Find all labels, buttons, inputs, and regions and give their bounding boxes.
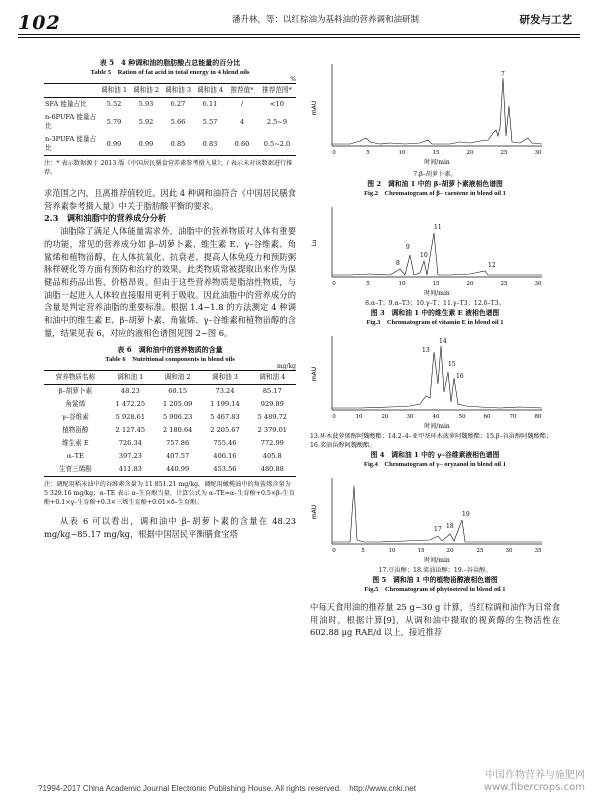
header-rule-thin [18, 37, 580, 38]
table-row [44, 463, 296, 477]
tick-label: 30 [406, 414, 414, 420]
table-cell: β–胡萝卜素 [58, 387, 93, 396]
peak-label: 10 [420, 252, 428, 259]
table-cell: 5.92 [138, 117, 154, 126]
table-cell: 6.27 [170, 100, 186, 108]
table-cell: 生育三烯酚 [44, 463, 107, 477]
table-cell: 2 127.45 [115, 426, 146, 435]
peak-label: 12 [488, 262, 496, 269]
table-header-cell: 调和油 3 [201, 371, 248, 385]
tick-label: 10 [398, 281, 406, 287]
table-cell: 480.88 [249, 463, 296, 477]
table5-title-cn: 表 5 4 种调和油的脂肪酸占总能量的百分比 [99, 58, 241, 67]
table-cell: 2 205.67 [210, 426, 240, 435]
table-cell: 5 906.23 [162, 413, 193, 422]
table5-title-en: Table 5 Ration of fat acid in total energy in 4 blend oils [90, 69, 250, 76]
table-cell: 5.57 [202, 117, 218, 126]
figure-3 [310, 203, 560, 328]
table-cell: 48.23 [120, 387, 140, 396]
table5-unit: % [290, 76, 296, 83]
fig2-xlabel: 时间/min [424, 159, 450, 166]
table6-unit: mg/kg [276, 363, 296, 371]
left-column [44, 58, 296, 541]
table-cell: 1 205.09 [162, 400, 193, 409]
table-row [44, 450, 296, 463]
table-cell: 407.57 [166, 452, 190, 461]
header-rule [18, 34, 580, 35]
table-cell: 5.79 [106, 117, 122, 126]
tick-label: 10 [398, 150, 406, 156]
tick-label: 70 [509, 414, 517, 420]
figure-5 [310, 474, 560, 595]
section-title: 研发与工艺 [519, 14, 572, 26]
tick-label: 25 [500, 150, 508, 156]
fig3-caption-en: Fig.3 Chromatogram of vitamin E in blend oil 1 [366, 319, 504, 326]
fig4-chromatogram [310, 332, 560, 432]
table-row [44, 133, 296, 156]
table-row [44, 385, 296, 399]
table-cell: 85.17 [262, 387, 282, 396]
table-cell: 5.66 [170, 117, 186, 126]
table-cell: 5 467.83 [210, 413, 240, 422]
table-cell: 维生素 E [61, 439, 89, 448]
tick-label: 35 [534, 548, 542, 554]
fig2-chromatogram [310, 58, 560, 170]
tick-label: 40 [432, 414, 440, 420]
copyright-footer: ?1994-2017 China Academic Journal Electronic Publishing House. All rights reserved. http://www.cnki.net [38, 784, 416, 793]
table-cell: 5 928.61 [115, 413, 146, 422]
paragraph: 求范围之内，且离推荐值较近。因此 4 种调和油符合《中国居民膳食营养素参考摄入量》中关于脂肪酸平衡的要求。 [44, 188, 296, 211]
fig5-caption-en: Fig.5 Chromatogram of phytosterol in blend oil 1 [364, 586, 506, 593]
fig3-chromatogram [310, 203, 560, 299]
table-cell: 1 472.25 [115, 400, 146, 409]
fig5-legend: 17.豆甾醇；18.菜油甾醇；19.–谷甾醇。 [378, 567, 492, 574]
peak-label: 14 [439, 338, 447, 345]
table-cell: 植物甾醇 [62, 426, 89, 435]
table-header-cell: 调和油 2 [130, 84, 162, 98]
fig2-ylabel: mAU [311, 100, 318, 116]
table6-header-row [44, 371, 296, 385]
fig4-ylabel: mAU [311, 366, 318, 382]
peak-label: 17 [434, 526, 442, 533]
table-row [44, 111, 296, 133]
table-header-cell: 调和油 1 [107, 371, 154, 385]
table6 [44, 370, 296, 477]
table-header-cell: 营养物质名称 [44, 371, 107, 385]
table-header-cell [44, 84, 98, 98]
fig5-ylabel: mAU [311, 504, 318, 520]
table-header-cell: 推荐范围* [258, 84, 296, 98]
table-cell: 5.52 [106, 100, 122, 108]
peak-label: 16 [456, 373, 464, 380]
table-cell: / [240, 100, 244, 108]
fig4-legend: 13.环木菠萝烯醇阿魏酸酯；14.2–4–亚甲基环木菠萝阿魏酸酯；15.β–谷甾醇阿魏酸酯；16.菜油甾醇阿魏酸酯。 [310, 433, 553, 449]
table-cell: γ–谷维素 [61, 413, 89, 422]
peak-label: 19 [462, 511, 470, 518]
figure-4 [310, 332, 560, 470]
table-header-cell: 推荐值* [226, 84, 258, 98]
table-cell: 2 379.01 [257, 426, 287, 435]
tick-label: 15 [432, 281, 440, 287]
tick-label: 20 [446, 548, 454, 554]
tick-label: 25 [500, 281, 508, 287]
fig2-caption-cn: 图 2 调和油 1 中的 β–胡萝卜素液相色谱图 [367, 180, 503, 188]
table-row [44, 98, 296, 112]
paragraph: 油脂除了满足人体能量需求外，油脂中的营养物质对人体有重要的功能，常见的营养成分如 β–胡萝卜素、维生素 E、γ–谷维素、角鲨烯和植物甾醇，在人体抗氧化、抗衰老、提高人体免疫力和预防粥脉样硬化等方面有预防和治疗的效果。此类物质常被提取出来作为保健品和药品出售，价格昂贵。但由于这些营养物质是脂溶性物质，与油脂一起进入人体较直接服用更利于吸收。因此油脂中的营养成分的含量是判定营养油脂的重要标准。根据 1.4~1.8 的方法测定 4 种调和油中的维生素 E、β–胡萝卜素、角鲨烯、γ–谷维素和植物甾醇的含量，结果见表 6，对应的液相色谱图见图 2~图 6。 [44, 226, 296, 338]
table5-note: 注：* 表示数据源于 2013 版《中国居民膳食营养素参考摄入量》；/ 表示未对该数据进行推荐。 [44, 160, 293, 176]
tick-label: 20 [381, 414, 389, 420]
table-cell: 6.11 [202, 100, 218, 108]
tick-label: 20 [466, 150, 474, 156]
table-cell: 4 [239, 117, 245, 126]
tick-label: 0 [332, 548, 336, 554]
fig5-chromatogram [310, 474, 560, 566]
fig5-caption-cn: 图 5 调和油 1 中的植物甾醇液相色谱图 [372, 576, 498, 584]
tick-label: 15 [432, 150, 440, 156]
table-cell: 2.5~9 [266, 117, 288, 126]
tick-label: 0 [332, 150, 336, 156]
table-cell: n-6PUFA 能量占比 [45, 113, 97, 130]
tick-label: 10 [355, 414, 363, 420]
table-row [44, 424, 296, 437]
table-cell: 406.16 [213, 452, 237, 461]
fig4-caption-cn: 图 4 调和油 1 中的 γ–谷维素液相色谱图 [370, 451, 500, 459]
table-cell: n-3PUFA 能量占比 [44, 133, 98, 156]
table-cell: 405.8 [262, 452, 282, 461]
table-cell: 1 199.14 [210, 400, 240, 409]
table-cell: 0.83 [194, 133, 226, 156]
tick-label: 0 [332, 414, 336, 420]
tick-label: 5 [366, 150, 370, 156]
table-cell: 5.93 [138, 100, 154, 108]
peak-label: 8 [396, 260, 400, 267]
fig2-legend: 7.β–胡萝卜素。 [413, 171, 457, 178]
fig4-xlabel: 时间/min [424, 423, 450, 430]
tick-label: 30 [534, 150, 542, 156]
fig3-legend: 8.α–T；9.α–T3；10.γ–T；11.γ–T3；12.δ–T3。 [365, 300, 505, 307]
table-cell: 755.46 [213, 439, 237, 448]
fig3-caption-cn: 图 3 调和油 1 中的维生素 E 液相色谱图 [370, 309, 500, 317]
tick-label: 60 [483, 414, 491, 420]
figure-2 [310, 58, 560, 199]
table-header-cell: 调和油 4 [249, 371, 296, 385]
table-cell: 0.5~2.0 [258, 133, 296, 156]
table-row [44, 411, 296, 424]
fig2-caption-en: Fig.2 Chromatogram of β– carotene in blend oil 1 [364, 190, 506, 197]
table-cell: 757.86 [166, 439, 190, 448]
tick-label: 5 [361, 548, 365, 554]
table-cell: 0.85 [162, 133, 194, 156]
table-cell: 0.99 [130, 133, 162, 156]
table-cell: 60.15 [168, 387, 188, 396]
peak-label: 11 [434, 224, 442, 231]
table-cell: 929.89 [260, 400, 284, 409]
tick-label: 0 [332, 281, 336, 287]
table-cell: 440.99 [154, 463, 201, 477]
table-cell: SFA 能量占比 [45, 100, 87, 108]
tick-label: 30 [505, 548, 513, 554]
table-header-cell: 调和油 1 [98, 84, 130, 98]
tick-label: 80 [534, 414, 542, 420]
table-cell: α–TE [66, 452, 84, 461]
peak-label: 7 [501, 71, 505, 78]
watermark: 中国作物营养与施肥网 www.fibercrops.com [483, 770, 585, 793]
table-header-cell: 调和油 2 [154, 371, 201, 385]
right-column [310, 58, 560, 639]
table6-note: 注：调配用稻米油中的谷维素含量为 11 851.21 mg/kg，调配用橄榄油中的角鲨烯含量为 5 329.16 mg/kg；α–TE 表示 α–生育酚当量，计算公式为 α–TE=α–生育酚+0.5×β–生育酚+0.1×γ–生育酚+0.3×三烯生育酚+0.01×δ–生育酚。 [44, 481, 296, 507]
table-cell: <10 [270, 100, 284, 108]
table-cell: 73.24 [215, 387, 235, 396]
table-cell: 726.34 [118, 439, 142, 448]
paragraph: 从表 6 可以看出，调和油中 β–胡萝卜素的含量在 48.23 mg/kg~85.17 mg/kg，根据中国居民平衡膳食宝塔 [44, 516, 296, 540]
table-cell: 2 180.64 [162, 426, 193, 435]
table6-title-cn: 表 6 调和油中的营养物质的含量 [117, 345, 223, 355]
table5 [44, 83, 296, 156]
running-authors: 潘升林，等：以红棕油为基料油的营养调和油研制 [232, 15, 420, 25]
table6-title-en: Table 6 Nutritional components in blend oils [105, 356, 235, 364]
table-cell: 453.56 [201, 463, 248, 477]
paragraph: 中每天食用油的推荐量 25 g~30 g 计算，当红棕调和油作为日常食用油时，根据计算[9]，从调和油中摄取的视黄醇的生物活性在 602.88 μg RAE/d 以上，接近推荐 [310, 602, 560, 638]
fig4-caption-en: Fig.4 Chromatogram of γ– oryzanol in blend oil 1 [364, 461, 506, 468]
fig5-xlabel: 时间/min [424, 557, 450, 564]
table5-header-row [44, 84, 296, 98]
tick-label: 15 [417, 548, 425, 554]
chromatogram-trace [332, 233, 542, 275]
running-header [18, 10, 580, 38]
peak-label: 18 [446, 523, 454, 530]
chromatogram-trace [332, 346, 542, 408]
table-row [44, 437, 296, 450]
page-number: 102 [18, 12, 61, 34]
peak-label: 13 [422, 347, 430, 354]
table-cell: 0.99 [98, 133, 130, 156]
fig3-ylabel: Lu [311, 239, 318, 247]
table-cell: 0.60 [226, 133, 258, 156]
peak-label: 15 [448, 361, 456, 368]
chromatogram-trace [332, 78, 542, 144]
tick-label: 50 [458, 414, 466, 420]
table-header-cell: 调和油 3 [162, 84, 194, 98]
chromatogram-trace [332, 486, 542, 542]
tick-label: 30 [534, 281, 542, 287]
table-header-cell: 调和油 4 [194, 84, 226, 98]
table-cell: 772.99 [260, 439, 284, 448]
peak-label: 9 [406, 244, 410, 251]
table-cell: 397.23 [118, 452, 142, 461]
table-row [44, 398, 296, 411]
tick-label: 5 [366, 281, 370, 287]
tick-label: 10 [388, 548, 396, 554]
fig3-xlabel: 时间/min [424, 290, 450, 297]
subheading: 2.3 调和油脂中的营养成分分析 [44, 213, 167, 224]
tick-label: 25 [476, 548, 484, 554]
table-cell: 5 489.72 [257, 413, 287, 422]
table-cell: 角鲨烯 [65, 400, 86, 409]
tick-label: 20 [466, 281, 474, 287]
table-cell: 411.83 [107, 463, 154, 477]
